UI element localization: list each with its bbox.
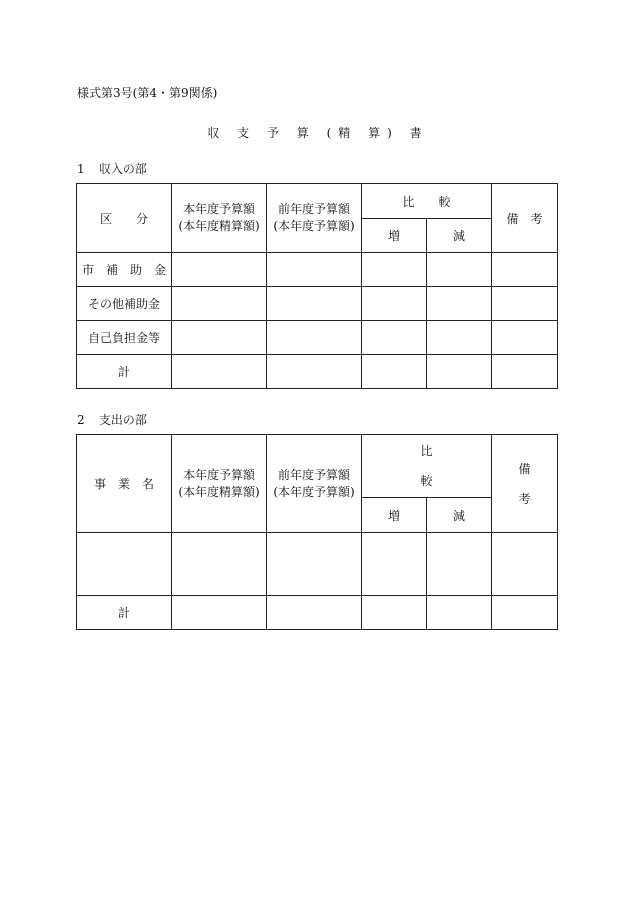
- income-cell[interactable]: [427, 355, 492, 389]
- expense-col-compare: [362, 435, 492, 498]
- income-cell[interactable]: [172, 253, 267, 287]
- expense-row-total-label: 計: [77, 596, 172, 630]
- income-cell[interactable]: [267, 253, 362, 287]
- income-row-label: 市 補 助 金: [77, 253, 172, 287]
- form-number: 様式第3号(第4・第9関係): [77, 86, 218, 100]
- income-cell[interactable]: [492, 287, 558, 321]
- income-col-increase: 増: [362, 219, 427, 253]
- expense-col-current-line1: 本年度予算額: [182, 467, 255, 482]
- expense-cell[interactable]: [492, 533, 558, 596]
- expense-col-remarks-char1: 備: [518, 461, 531, 476]
- income-cell[interactable]: [172, 287, 267, 321]
- expense-col-compare-char2: 較: [420, 474, 433, 488]
- expense-cell[interactable]: [267, 533, 362, 596]
- expense-cell[interactable]: [172, 533, 267, 596]
- expense-col-current-line2: (本年度精算額): [178, 484, 260, 499]
- income-cell[interactable]: [427, 287, 492, 321]
- expense-cell[interactable]: [492, 596, 558, 630]
- expense-col-project: 事 業 名: [77, 435, 172, 533]
- expense-col-previous-budget: [267, 435, 362, 533]
- table-row: [77, 253, 558, 287]
- expense-heading-number: 2: [77, 413, 85, 427]
- expense-col-remarks-char2: 考: [518, 491, 531, 506]
- expense-cell[interactable]: [362, 596, 427, 630]
- table-row: [77, 321, 558, 355]
- income-cell[interactable]: [492, 355, 558, 389]
- income-cell[interactable]: [267, 355, 362, 389]
- expense-cell[interactable]: [427, 533, 492, 596]
- expense-cell[interactable]: [427, 596, 492, 630]
- expense-heading: [77, 411, 147, 428]
- income-col-decrease: 減: [427, 219, 492, 253]
- income-heading: [77, 160, 147, 177]
- table-row: [77, 287, 558, 321]
- expense-col-current-budget: [172, 435, 267, 533]
- income-row-total-label: 計: [77, 355, 172, 389]
- income-row-label: その他補助金: [77, 287, 172, 321]
- income-col-previous-budget: [267, 184, 362, 253]
- expense-col-increase: 増: [362, 498, 427, 533]
- expense-col-compare-char1: 比: [420, 444, 433, 458]
- income-col-current-budget: [172, 184, 267, 253]
- income-cell[interactable]: [172, 321, 267, 355]
- income-col-current-line2: (本年度精算額): [178, 219, 260, 233]
- expense-cell[interactable]: [267, 596, 362, 630]
- income-table: [76, 183, 558, 389]
- income-col-category: 区 分: [77, 184, 172, 253]
- income-cell[interactable]: [267, 287, 362, 321]
- table-row: [77, 355, 558, 389]
- income-cell[interactable]: [362, 253, 427, 287]
- income-cell[interactable]: [172, 355, 267, 389]
- expense-col-decrease: 減: [427, 498, 492, 533]
- expense-col-remarks: [492, 435, 558, 533]
- income-cell[interactable]: [362, 287, 427, 321]
- expense-table: [76, 434, 558, 630]
- income-col-prev-line2: (本年度予算額): [273, 219, 355, 233]
- income-col-remarks: 備 考: [492, 184, 558, 253]
- income-heading-number: 1: [77, 162, 85, 176]
- income-cell[interactable]: [267, 321, 362, 355]
- expense-col-prev-line2: (本年度予算額): [273, 484, 355, 499]
- income-col-prev-line1: 前年度予算額: [277, 202, 350, 216]
- income-col-compare: 比 較: [362, 184, 492, 219]
- table-row: [77, 533, 558, 596]
- document-title: 収 支 予 算 (精 算) 書: [207, 126, 429, 140]
- income-cell[interactable]: [362, 355, 427, 389]
- income-cell[interactable]: [362, 321, 427, 355]
- income-col-current-line1: 本年度予算額: [182, 202, 255, 216]
- income-cell[interactable]: [492, 321, 558, 355]
- expense-cell[interactable]: [362, 533, 427, 596]
- income-row-label: 自己負担金等: [77, 321, 172, 355]
- expense-col-prev-line1: 前年度予算額: [277, 467, 350, 482]
- table-row: [77, 596, 558, 630]
- income-cell[interactable]: [427, 253, 492, 287]
- expense-cell[interactable]: [172, 596, 267, 630]
- expense-heading-label: 支出の部: [98, 413, 147, 427]
- income-cell[interactable]: [492, 253, 558, 287]
- expense-cell[interactable]: [77, 533, 172, 596]
- income-cell[interactable]: [427, 321, 492, 355]
- income-heading-label: 収入の部: [98, 162, 147, 176]
